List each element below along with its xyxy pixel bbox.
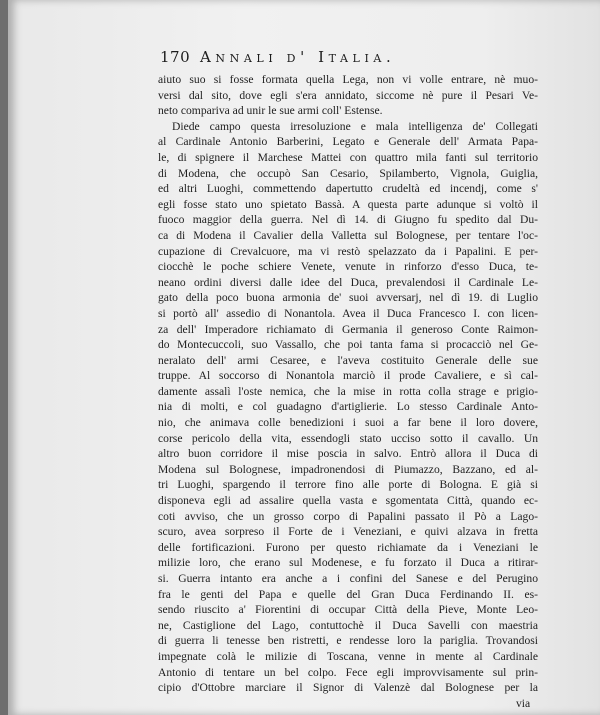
text-line: sendo riuscito a' Fiorentini di occupar Città della Pieve, Monte Leo- [158,603,538,617]
text-line: za dell' Imperadore richiamato di Germania il generoso Conte Raimon- [158,322,538,336]
text-line: impegnate colà le milizie di Toscana, venne in mente al Cardinale [158,649,538,663]
text-line: nio, che animava colle benedizioni i suoi a far bene il loro dovere, [158,416,538,430]
text-line: disponeva egli ad assalire quella vasta e sgomentata Città, quando ec- [158,494,538,508]
text-line: neano ordini diversi dalle idee del Duca, prevalendosi il Cardinale Le- [158,275,538,289]
catchword: via [516,697,531,710]
text-line: Modena sul Bolognese, impadronendosi di Piumazzo, Bazzano, ed al- [158,462,538,476]
text-line: nia di molti, e col guadagno d'artiglierie. Lo stesso Cardinale Anto- [158,400,538,414]
text-line: neto compariva ad unir le sue armi coll' Estense. [158,104,383,118]
text-line: gato della poco buona armonia de' suoi avversarj, nel dì 19. di Luglio [158,291,538,305]
text-line: di guerra li tenesse ben ristretti, e rendesse loro la pariglia. Trovandosi [158,634,538,648]
text-line: ciocchè le poche schiere Venete, venute in rinforzo d'esso Duca, te- [158,260,538,274]
text-line: cupazione di Crevalcuore, ma vi restò spelazzato da i Papalini. E per- [158,244,538,258]
text-line: tri Luoghi, spargendo il terrore fino alle porte di Bologna. E già si [158,478,538,492]
text-line: corse pericolo della vita, essendogli stato ucciso sotto il cavallo. Un [158,431,538,445]
text-line: delle fortificazioni. Furono per questo richiamate da i Veneziani le [158,540,538,554]
body-text [158,72,538,696]
page-number: 170 [160,48,191,66]
text-line: ca di Modena il Cavalier della Valletta sul Bolognese, per tentare l'oc- [158,228,538,242]
text-line: coti avviso, che un grosso corpo di Papalini passato il Pò a Lago- [158,509,538,523]
text-line: neralato dell' armi Cesaree, e l'aveva costituito Generale delle sue [158,353,538,367]
text-line: do Montecuccoli, suo Vassallo, che poi tanta fama si procacciò nel Ge- [158,338,538,352]
text-line: aiuto suo si fosse formata quella Lega, non vi volle entrare, nè muo- [158,73,538,86]
text-line: scuro, avea sorpreso il Forte de i Veneziani, e quivi alzava in fretta [158,525,538,539]
text-line: le, di spignere il Marchese Mattei con quattro mila fanti sul territorio [158,150,538,164]
text-line: di Modena, che occupò San Cesario, Spilamberto, Vignola, Guiglia, [158,166,538,180]
text-line: Diede campo questa irresoluzione e mala intelligenza de' Collegati [172,119,538,133]
text-line: milizie loro, che erano sul Modenese, e fu forzato il Duca a ritirar- [158,556,538,570]
text-line: ed altri Luoghi, commettendo dapertutto crudeltà ed incendj, come s' [158,182,538,196]
text-line: fuoco maggior della guerra. Nel dì 14. di Giugno fu spedito dal Du- [158,213,538,227]
text-line: egli fosse stato uno spietato Bassà. A questa parte adunque si voltò il [158,197,538,211]
text-line: Antonio di tentare un bel colpo. Fece egli improvvisamente sul prin- [158,665,538,679]
text-line: ne, Castiglione del Lago, contuttochè il Duca Savelli con maestria [158,618,538,632]
text-line: truppe. Al soccorso di Nonantola marciò il prode Cavaliere, e sì cal- [158,369,538,383]
text-line: si. Guerra intanto era anche a i confini del Sanese e del Perugino [158,572,538,585]
book-page [8,0,600,715]
text-line: fra le genti del Papa e quelle del Gran Duca Ferdinando II. es- [158,587,538,601]
text-line: al Cardinale Antonio Barberini, Legato e Generale dell' Armata Papa- [158,135,538,149]
text-line: versi dal sito, dove egli s'era annidato, siccome nè pure il Pesari Ve- [158,88,538,102]
text-line: altro buon corridore il mise poscia in salvo. Entrò allora il Duca di [158,447,538,461]
text-line: si portò all' assedio di Nonantola. Avea il Duca Francesco I. con licen- [158,306,538,320]
text-line: cipio d'Ottobre marciare il Signor di Valenzè dal Bolognese per la [158,681,538,695]
running-title: Annali d' Italia. [200,48,396,66]
text-line: damente assalì l'oste nemica, che la mise in rotta colla strage e prigio- [158,384,538,398]
